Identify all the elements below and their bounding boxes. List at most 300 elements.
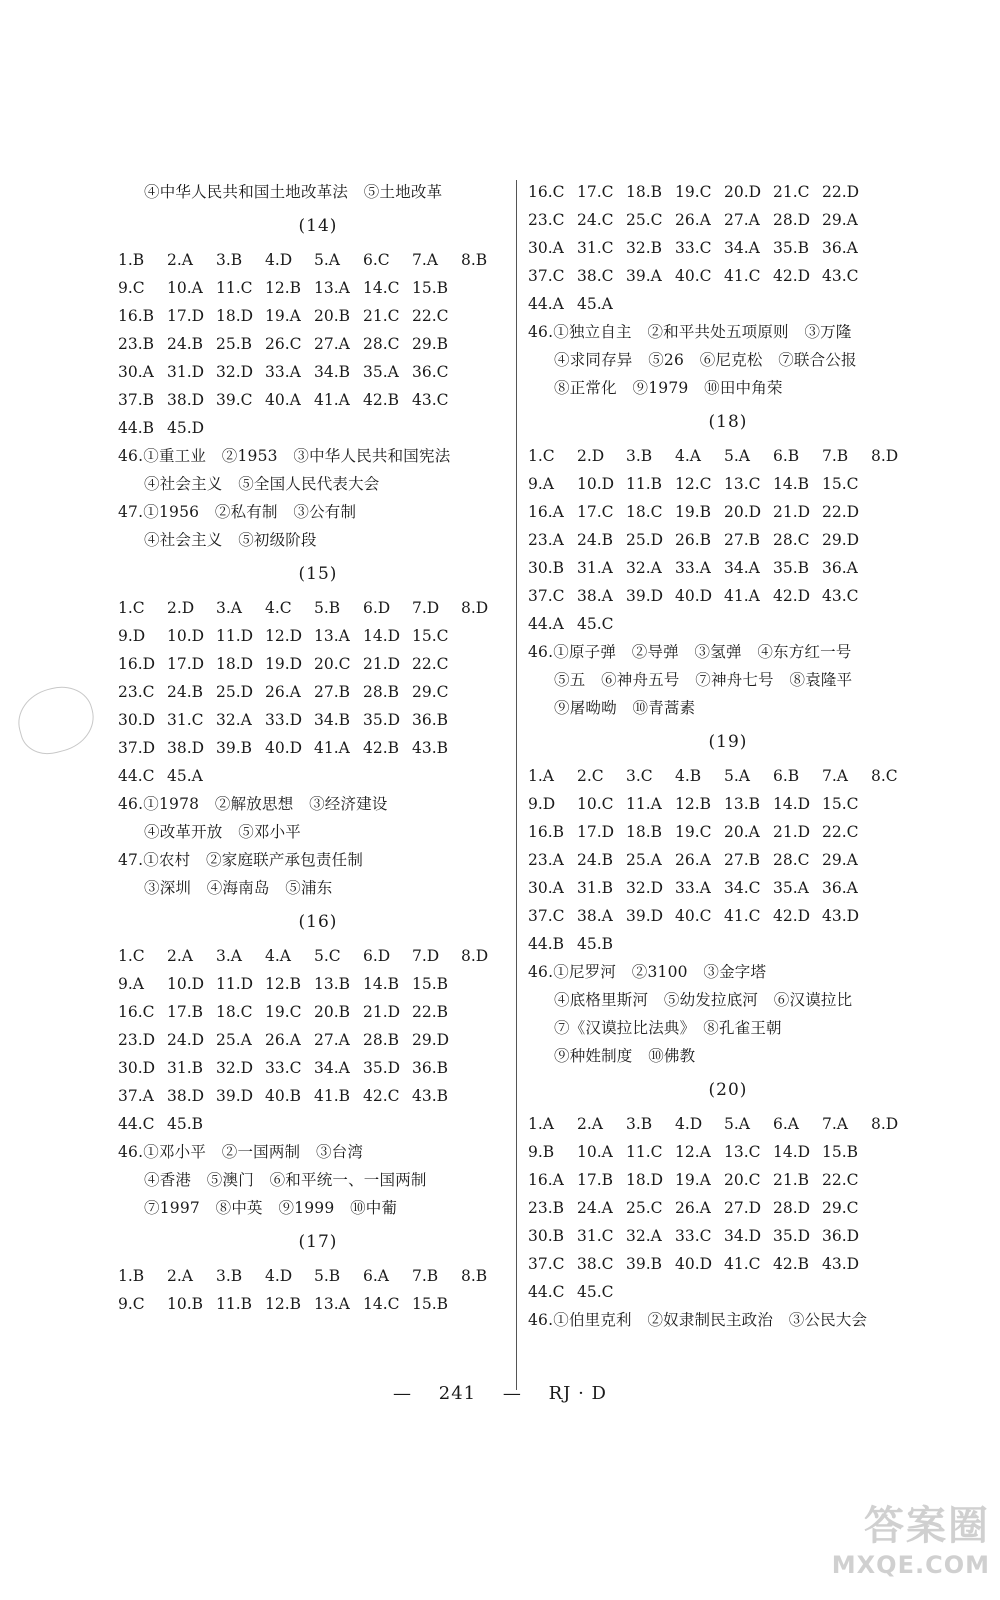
answer-cell: 18.B — [626, 183, 663, 201]
answer-cell: 12.B — [675, 795, 712, 813]
watermark-logo: 答案圈 — [864, 1503, 990, 1549]
footer-dash-right: — — [502, 1383, 522, 1404]
answer-cell: 12.D — [265, 627, 303, 645]
answer-row — [118, 1026, 518, 1054]
answer-cell: 35.D — [773, 1227, 811, 1245]
answer-cell: 40.D — [675, 1255, 713, 1273]
answer-cell: 30.B — [528, 1227, 565, 1245]
answer-cell: 30.A — [528, 879, 564, 897]
answer-cell: 21.D — [363, 655, 401, 673]
answer-cell: 5.A — [314, 251, 340, 269]
answer-cell: 34.C — [724, 879, 761, 897]
answer-cell: 12.B — [265, 279, 302, 297]
answer-cell: 19.A — [675, 1171, 711, 1189]
answer-cell: 11.A — [626, 795, 662, 813]
answer-cell: 6.B — [773, 767, 800, 785]
answer-cell: 27.A — [314, 1031, 350, 1049]
answer-cell: 41.C — [724, 1255, 761, 1273]
answer-cell: 36.A — [822, 879, 858, 897]
answer-cell: 37.D — [118, 739, 156, 757]
answer-cell: 22.B — [412, 1003, 449, 1021]
answer-cell: 16.A — [528, 503, 564, 521]
answer-cell: 1.C — [118, 947, 145, 965]
answer-cell: 12.B — [265, 1295, 302, 1313]
answer-text-line: 46.①独立自主 ②和平共处五项原则 ③万隆 — [528, 323, 852, 341]
answer-row — [528, 290, 928, 318]
answer-cell: 4.D — [265, 251, 293, 269]
answer-cell: 15.C — [822, 475, 859, 493]
answer-cell: 17.D — [167, 307, 205, 325]
answer-cell: 18.D — [626, 1171, 664, 1189]
answer-cell: 41.A — [724, 587, 760, 605]
answer-cell: 15.B — [412, 1295, 449, 1313]
answer-row — [118, 1110, 518, 1138]
answer-cell: 36.A — [822, 559, 858, 577]
answer-cell: 33.C — [675, 1227, 712, 1245]
answer-cell: 2.C — [577, 767, 604, 785]
answer-cell: 7.A — [412, 251, 438, 269]
answer-cell: 44.A — [528, 295, 564, 313]
answer-cell: 20.A — [724, 823, 760, 841]
answer-cell: 11.B — [216, 1295, 253, 1313]
site-watermark — [790, 1502, 990, 1592]
section-heading: (17) — [298, 1232, 338, 1252]
section-heading: (20) — [708, 1080, 748, 1100]
answer-cell: 26.A — [265, 1031, 301, 1049]
answer-cell: 39.B — [216, 739, 253, 757]
answer-cell: 20.C — [724, 1171, 761, 1189]
answer-cell: 23.A — [528, 531, 564, 549]
answer-row — [118, 330, 518, 358]
answer-cell: 11.C — [626, 1143, 663, 1161]
answer-cell: 40.C — [675, 907, 712, 925]
answer-cell: 17.D — [167, 655, 205, 673]
answer-cell: 16.B — [118, 307, 155, 325]
answer-cell: 39.D — [626, 587, 664, 605]
answer-cell: 26.A — [265, 683, 301, 701]
answer-row — [528, 874, 928, 902]
answer-cell: 21.D — [773, 503, 811, 521]
answer-cell: 23.C — [528, 211, 565, 229]
answer-cell: 34.B — [314, 363, 351, 381]
answer-cell: 19.C — [675, 183, 712, 201]
answer-cell: 26.A — [675, 1199, 711, 1217]
answer-row — [528, 1222, 928, 1250]
answer-cell: 10.D — [167, 627, 205, 645]
answer-row — [528, 902, 928, 930]
answer-cell: 9.A — [528, 475, 554, 493]
answer-text-line: ⑧正常化 ⑨1979 ⑩田中角荣 — [554, 379, 783, 397]
answer-cell: 1.A — [528, 1115, 554, 1133]
answer-row — [528, 234, 928, 262]
answer-cell: 3.B — [626, 1115, 653, 1133]
section-heading: (18) — [708, 412, 748, 432]
answer-cell: 8.B — [461, 1267, 488, 1285]
answer-cell: 27.B — [724, 531, 761, 549]
answer-cell: 28.C — [773, 531, 810, 549]
answer-cell: 14.D — [363, 627, 401, 645]
answer-cell: 23.B — [528, 1199, 565, 1217]
section-heading: (16) — [298, 912, 338, 932]
answer-row — [528, 1250, 928, 1278]
answer-row — [528, 790, 928, 818]
page-number: 241 — [438, 1383, 477, 1404]
answer-row — [118, 1054, 518, 1082]
answer-cell: 12.A — [675, 1143, 711, 1161]
answer-cell: 42.B — [363, 391, 400, 409]
answer-row — [528, 442, 928, 470]
answer-cell: 45.D — [167, 419, 205, 437]
answer-cell: 2.A — [577, 1115, 603, 1133]
answer-cell: 18.B — [626, 823, 663, 841]
answer-cell: 2.D — [577, 447, 605, 465]
answer-cell: 5.A — [724, 1115, 750, 1133]
answer-cell: 34.A — [724, 559, 760, 577]
answer-row — [118, 734, 518, 762]
answer-cell: 20.C — [314, 655, 351, 673]
answer-cell: 43.B — [412, 739, 449, 757]
answer-cell: 8.D — [461, 599, 489, 617]
answer-cell: 10.C — [577, 795, 614, 813]
answer-cell: 6.D — [363, 599, 391, 617]
answer-cell: 28.B — [363, 1031, 400, 1049]
answer-row — [528, 1166, 928, 1194]
answer-row — [118, 274, 518, 302]
answer-cell: 20.D — [724, 503, 762, 521]
answer-cell: 27.D — [724, 1199, 762, 1217]
answer-cell: 26.C — [265, 335, 302, 353]
answer-cell: 32.B — [626, 239, 663, 257]
answer-cell: 5.A — [724, 767, 750, 785]
answer-cell: 42.D — [773, 587, 811, 605]
right-answer-column — [528, 178, 928, 1334]
answer-text-line: ④香港 ⑤澳门 ⑥和平统一、一国两制 — [144, 1171, 427, 1189]
answer-cell: 24.B — [167, 683, 204, 701]
answer-cell: 19.C — [675, 823, 712, 841]
answer-cell: 29.D — [822, 531, 860, 549]
answer-cell: 28.D — [773, 1199, 811, 1217]
answer-cell: 38.D — [167, 1087, 205, 1105]
answer-cell: 1.C — [528, 447, 555, 465]
answer-cell: 33.C — [675, 239, 712, 257]
answer-cell: 32.D — [626, 879, 664, 897]
answer-cell: 32.D — [216, 363, 254, 381]
answer-row — [528, 762, 928, 790]
answer-row — [528, 1110, 928, 1138]
answer-cell: 1.A — [528, 767, 554, 785]
answer-cell: 17.C — [577, 183, 614, 201]
answer-cell: 31.B — [167, 1059, 204, 1077]
answer-cell: 10.A — [167, 279, 203, 297]
answer-cell: 16.A — [528, 1171, 564, 1189]
answer-text-line: ③深圳 ④海南岛 ⑤浦东 — [144, 879, 333, 897]
answer-cell: 22.D — [822, 183, 860, 201]
answer-cell: 25.C — [626, 211, 663, 229]
answer-row — [528, 206, 928, 234]
answer-cell: 16.C — [118, 1003, 155, 1021]
answer-cell: 43.C — [412, 391, 449, 409]
answer-cell: 8.C — [871, 767, 898, 785]
answer-cell: 10.D — [577, 475, 615, 493]
answer-text-line: ④中华人民共和国土地改革法 ⑤土地改革 — [144, 183, 443, 201]
answer-cell: 26.B — [675, 531, 712, 549]
answer-cell: 31.C — [577, 1227, 614, 1245]
answer-row — [528, 582, 928, 610]
answer-cell: 35.D — [363, 1059, 401, 1077]
answer-cell: 3.B — [626, 447, 653, 465]
answer-text-line: 46.①原子弹 ②导弹 ③氢弹 ④东方红一号 — [528, 643, 852, 661]
answer-cell: 44.C — [118, 767, 155, 785]
answer-row — [528, 498, 928, 526]
answer-cell: 16.D — [118, 655, 156, 673]
answer-cell: 43.C — [822, 587, 859, 605]
answer-cell: 20.D — [724, 183, 762, 201]
answer-cell: 35.D — [363, 711, 401, 729]
answer-row — [118, 650, 518, 678]
answer-cell: 8.D — [871, 1115, 899, 1133]
answer-cell: 8.D — [461, 947, 489, 965]
answer-row — [528, 1278, 928, 1306]
answer-cell: 7.B — [412, 1267, 439, 1285]
answer-cell: 24.B — [167, 335, 204, 353]
answer-cell: 43.D — [822, 1255, 860, 1273]
answer-cell: 35.A — [773, 879, 809, 897]
answer-text-line: ⑤五 ⑥神舟五号 ⑦神舟七号 ⑧袁隆平 — [554, 671, 853, 689]
answer-cell: 25.B — [216, 335, 253, 353]
answer-row — [118, 302, 518, 330]
answer-cell: 13.A — [314, 1295, 350, 1313]
answer-cell: 38.C — [577, 267, 614, 285]
answer-text-line: 46.①尼罗河 ②3100 ③金字塔 — [528, 963, 767, 981]
answer-cell: 25.A — [626, 851, 662, 869]
answer-cell: 27.B — [314, 683, 351, 701]
answer-cell: 7.A — [822, 767, 848, 785]
answer-cell: 34.A — [724, 239, 760, 257]
answer-text-line: ④社会主义 ⑤初级阶段 — [144, 531, 317, 549]
answer-cell: 6.C — [363, 251, 390, 269]
answer-cell: 9.B — [528, 1143, 555, 1161]
answer-cell: 15.C — [412, 627, 449, 645]
answer-cell: 28.C — [363, 335, 400, 353]
answer-cell: 29.A — [822, 211, 858, 229]
answer-cell: 13.B — [314, 975, 351, 993]
answer-cell: 31.B — [577, 879, 614, 897]
answer-cell: 24.A — [577, 1199, 613, 1217]
footer-dash-left: — — [393, 1383, 413, 1404]
answer-cell: 21.B — [773, 1171, 810, 1189]
answer-text-line: 46.①邓小平 ②一国两制 ③台湾 — [118, 1143, 364, 1161]
answer-cell: 24.C — [577, 211, 614, 229]
answer-cell: 4.D — [675, 1115, 703, 1133]
answer-cell: 28.B — [363, 683, 400, 701]
answer-text-line: 47.①1956 ②私有制 ③公有制 — [118, 503, 357, 521]
answer-cell: 15.C — [822, 795, 859, 813]
answer-cell: 7.A — [822, 1115, 848, 1133]
answer-cell: 43.D — [822, 907, 860, 925]
answer-row — [118, 594, 518, 622]
answer-cell: 13.A — [314, 627, 350, 645]
answer-cell: 13.A — [314, 279, 350, 297]
answer-cell: 37.C — [528, 267, 565, 285]
answer-cell: 27.A — [314, 335, 350, 353]
answer-cell: 36.D — [822, 1227, 860, 1245]
answer-cell: 9.A — [118, 975, 144, 993]
answer-cell: 23.D — [118, 1031, 156, 1049]
answer-cell: 23.B — [118, 335, 155, 353]
answer-cell: 44.B — [528, 935, 565, 953]
answer-cell: 39.C — [216, 391, 253, 409]
answer-row — [118, 246, 518, 274]
answer-cell: 29.C — [412, 683, 449, 701]
answer-cell: 14.B — [773, 475, 810, 493]
answer-cell: 25.A — [216, 1031, 252, 1049]
answer-row — [528, 554, 928, 582]
answer-cell: 29.A — [822, 851, 858, 869]
answer-text-line: ⑦1997 ⑧中英 ⑨1999 ⑩中葡 — [144, 1199, 398, 1217]
answer-cell: 8.B — [461, 251, 488, 269]
answer-cell: 35.B — [773, 239, 810, 257]
answer-cell: 31.D — [167, 363, 205, 381]
answer-cell: 7.D — [412, 947, 440, 965]
answer-cell: 6.A — [363, 1267, 389, 1285]
answer-cell: 20.B — [314, 1003, 351, 1021]
answer-cell: 38.D — [167, 739, 205, 757]
answer-cell: 11.D — [216, 627, 254, 645]
answer-cell: 21.C — [773, 183, 810, 201]
section-heading: (14) — [298, 216, 338, 236]
answer-row — [118, 1262, 518, 1290]
answer-cell: 12.B — [265, 975, 302, 993]
answer-row — [118, 678, 518, 706]
answer-cell: 1.B — [118, 1267, 145, 1285]
answer-cell: 5.A — [724, 447, 750, 465]
answer-cell: 44.C — [528, 1283, 565, 1301]
answer-cell: 3.A — [216, 599, 242, 617]
answer-cell: 20.B — [314, 307, 351, 325]
answer-text-line: 46.①伯里克利 ②奴隶制民主政治 ③公民大会 — [528, 1311, 868, 1329]
answer-cell: 37.C — [528, 587, 565, 605]
answer-cell: 19.A — [265, 307, 301, 325]
answer-row — [118, 1082, 518, 1110]
answer-cell: 40.D — [265, 739, 303, 757]
answer-cell: 21.D — [363, 1003, 401, 1021]
section-heading: (15) — [298, 564, 338, 584]
answer-row — [118, 762, 518, 790]
answer-cell: 3.B — [216, 251, 243, 269]
answer-cell: 8.D — [871, 447, 899, 465]
answer-row — [118, 1290, 518, 1318]
answer-cell: 24.B — [577, 851, 614, 869]
answer-cell: 17.B — [577, 1171, 614, 1189]
answer-cell: 42.D — [773, 267, 811, 285]
answer-cell: 18.C — [216, 1003, 253, 1021]
answer-cell: 24.D — [167, 1031, 205, 1049]
answer-cell: 33.A — [675, 879, 711, 897]
answer-text-line: ⑨种姓制度 ⑩佛教 — [554, 1047, 696, 1065]
answer-cell: 19.D — [265, 655, 303, 673]
answer-cell: 14.D — [773, 1143, 811, 1161]
answer-cell: 37.C — [528, 1255, 565, 1273]
answer-cell: 33.A — [675, 559, 711, 577]
answer-cell: 22.C — [822, 1171, 859, 1189]
answer-row — [528, 1194, 928, 1222]
answer-cell: 30.D — [118, 1059, 156, 1077]
answer-text-line: ④求同存异 ⑤26 ⑥尼克松 ⑦联合公报 — [554, 351, 857, 369]
answer-cell: 32.A — [626, 559, 662, 577]
answer-cell: 34.D — [724, 1227, 762, 1245]
answer-cell: 26.A — [675, 211, 711, 229]
answer-row — [528, 610, 928, 638]
answer-cell: 45.C — [577, 1283, 614, 1301]
answer-cell: 45.C — [577, 615, 614, 633]
answer-cell: 15.B — [822, 1143, 859, 1161]
answer-cell: 1.C — [118, 599, 145, 617]
answer-cell: 27.A — [724, 211, 760, 229]
answer-cell: 27.B — [724, 851, 761, 869]
answer-cell: 29.B — [412, 335, 449, 353]
answer-cell: 4.A — [265, 947, 291, 965]
answer-cell: 19.C — [265, 1003, 302, 1021]
answer-cell: 6.A — [773, 1115, 799, 1133]
answer-cell: 37.C — [528, 907, 565, 925]
answer-cell: 34.A — [314, 1059, 350, 1077]
answer-row — [528, 470, 928, 498]
answer-cell: 3.A — [216, 947, 242, 965]
answer-cell: 22.C — [412, 307, 449, 325]
answer-cell: 26.A — [675, 851, 711, 869]
answer-cell: 22.D — [822, 503, 860, 521]
answer-cell: 43.B — [412, 1087, 449, 1105]
answer-cell: 40.D — [675, 587, 713, 605]
left-answer-column — [118, 178, 518, 1318]
answer-cell: 22.C — [822, 823, 859, 841]
answer-cell: 30.B — [528, 559, 565, 577]
answer-cell: 29.C — [822, 1199, 859, 1217]
answer-cell: 10.A — [577, 1143, 613, 1161]
answer-cell: 15.B — [412, 975, 449, 993]
answer-row — [118, 386, 518, 414]
answer-cell: 15.B — [412, 279, 449, 297]
answer-cell: 38.C — [577, 1255, 614, 1273]
answer-text-line: ④改革开放 ⑤邓小平 — [144, 823, 302, 841]
answer-cell: 45.A — [577, 295, 613, 313]
answer-cell: 37.A — [118, 1087, 154, 1105]
answer-cell: 36.C — [412, 363, 449, 381]
answer-cell: 14.C — [363, 279, 400, 297]
answer-cell: 6.B — [773, 447, 800, 465]
answer-cell: 9.D — [118, 627, 146, 645]
answer-cell: 23.C — [118, 683, 155, 701]
answer-cell: 9.D — [528, 795, 556, 813]
answer-cell: 28.D — [773, 211, 811, 229]
answer-cell: 42.B — [363, 739, 400, 757]
answer-cell: 31.C — [167, 711, 204, 729]
answer-cell: 45.B — [167, 1115, 204, 1133]
answer-cell: 37.B — [118, 391, 155, 409]
answer-cell: 36.B — [412, 1059, 449, 1077]
answer-cell: 4.B — [675, 767, 702, 785]
answer-cell: 29.D — [412, 1031, 450, 1049]
answer-cell: 16.B — [528, 823, 565, 841]
answer-cell: 30.A — [118, 363, 154, 381]
answer-text-line: ⑦《汉谟拉比法典》 ⑧孔雀王朝 — [554, 1019, 782, 1037]
answer-cell: 28.C — [773, 851, 810, 869]
answer-row — [528, 818, 928, 846]
answer-cell: 43.C — [822, 267, 859, 285]
answer-cell: 36.B — [412, 711, 449, 729]
answer-cell: 21.C — [363, 307, 400, 325]
answer-row — [528, 262, 928, 290]
